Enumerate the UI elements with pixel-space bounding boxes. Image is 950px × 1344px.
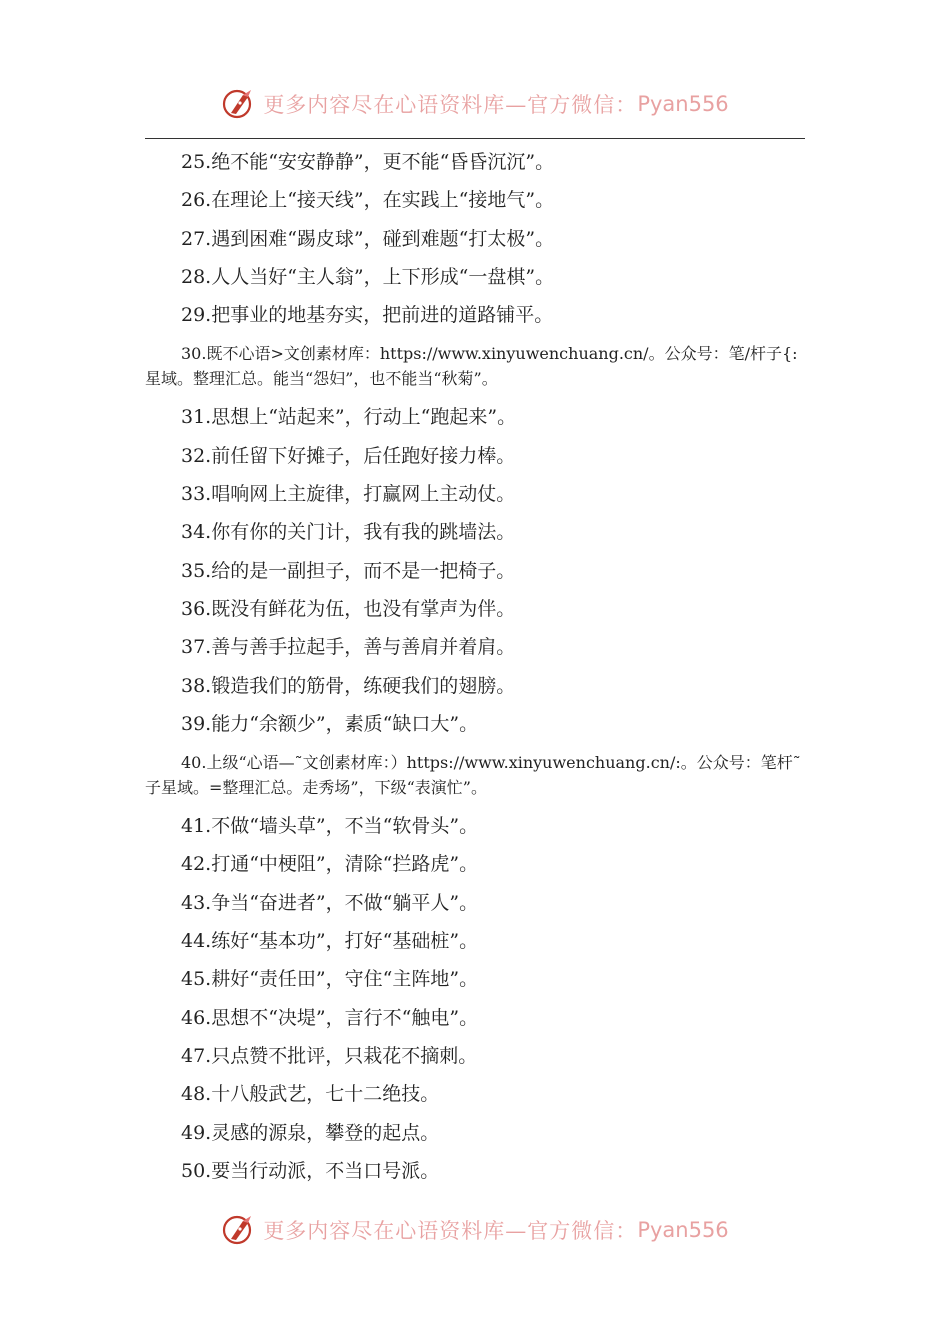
pen-nib-logo-icon xyxy=(221,1212,257,1248)
list-item: 37.善与善手拉起手，善与善肩并着肩。 xyxy=(181,636,516,659)
list-item: 31.思想上“站起来”，行动上“跑起来”。 xyxy=(181,406,517,429)
list-item: 41.不做“墙头草”，不当“软骨头”。 xyxy=(181,815,479,838)
list-item: 42.打通“中梗阻”，清除“拦路虎”。 xyxy=(181,853,479,876)
list-item: 26.在理论上“接天线”，在实践上“接地气”。 xyxy=(181,189,555,212)
header-wechat-id: Pyan556 xyxy=(637,92,729,116)
list-item: 29.把事业的地基夯实，把前进的道路铺平。 xyxy=(181,304,554,327)
list-item: 34.你有你的关门计，我有我的跳墙法。 xyxy=(181,521,516,544)
header-divider xyxy=(145,138,805,139)
list-item-watermarked: 30.既不心语>文创素材库：https://www.xinyuwenchuang.cn/。公众号：笔/杆子{:星域。整理汇总。能当“怨妇”，也不能当“秋菊”。 xyxy=(145,344,798,389)
list-item: 49.灵感的源泉，攀登的起点。 xyxy=(181,1121,440,1144)
document-body xyxy=(145,143,810,1190)
list-item: 25.绝不能“安安静静”，更不能“昏昏沉沉”。 xyxy=(181,151,555,173)
list-item: 44.练好“基本功”，打好“基础桩”。 xyxy=(181,930,479,953)
list-item: 33.唱响网上主旋律，打赢网上主动仗。 xyxy=(181,483,516,506)
list-item: 27.遇到困难“踢皮球”，碰到难题“打太极”。 xyxy=(181,227,555,250)
list-item-watermarked: 40.上级“心语—˜文创素材库：）https://www.xinyuwenchuang.cn/:。公众号：笔杆˜子星域。=整理汇总。走秀场”，下级“表演忙”。 xyxy=(145,753,801,798)
list-item: 38.锻造我们的筋骨，练硬我们的翅膀。 xyxy=(181,674,516,697)
list-item: 36.既没有鲜花为伍，也没有掌声为伴。 xyxy=(181,597,516,620)
list-item: 39.能力“余额少”，素质“缺口大”。 xyxy=(181,712,479,735)
footer-banner xyxy=(0,1210,950,1250)
list-item: 35.给的是一副担子，而不是一把椅子。 xyxy=(181,559,516,582)
list-item: 48.十八般武艺，七十二绝技。 xyxy=(181,1083,440,1106)
header-banner-text: 更多内容尽在心语资料库—官方微信： xyxy=(263,93,638,117)
list-item: 43.争当“奋进者”，不做“躺平人”。 xyxy=(181,891,479,914)
list-item: 50.要当行动派，不当口号派。 xyxy=(181,1159,440,1182)
list-item: 46.思想不“决堤”，言行不“触电”。 xyxy=(181,1006,479,1029)
footer-wechat-id: Pyan556 xyxy=(637,1218,729,1242)
list-item: 28.人人当好“主人翁”，上下形成“一盘棋”。 xyxy=(181,265,555,288)
footer-banner-text: 更多内容尽在心语资料库—官方微信： xyxy=(263,1219,638,1243)
header-banner xyxy=(0,84,950,124)
list-item: 45.耕好“责任田”，守住“主阵地”。 xyxy=(181,968,479,991)
list-item: 47.只点赞不批评，只栽花不摘刺。 xyxy=(181,1044,478,1067)
pen-nib-logo-icon xyxy=(221,86,257,122)
list-item: 32.前任留下好摊子，后任跑好接力棒。 xyxy=(181,444,516,467)
